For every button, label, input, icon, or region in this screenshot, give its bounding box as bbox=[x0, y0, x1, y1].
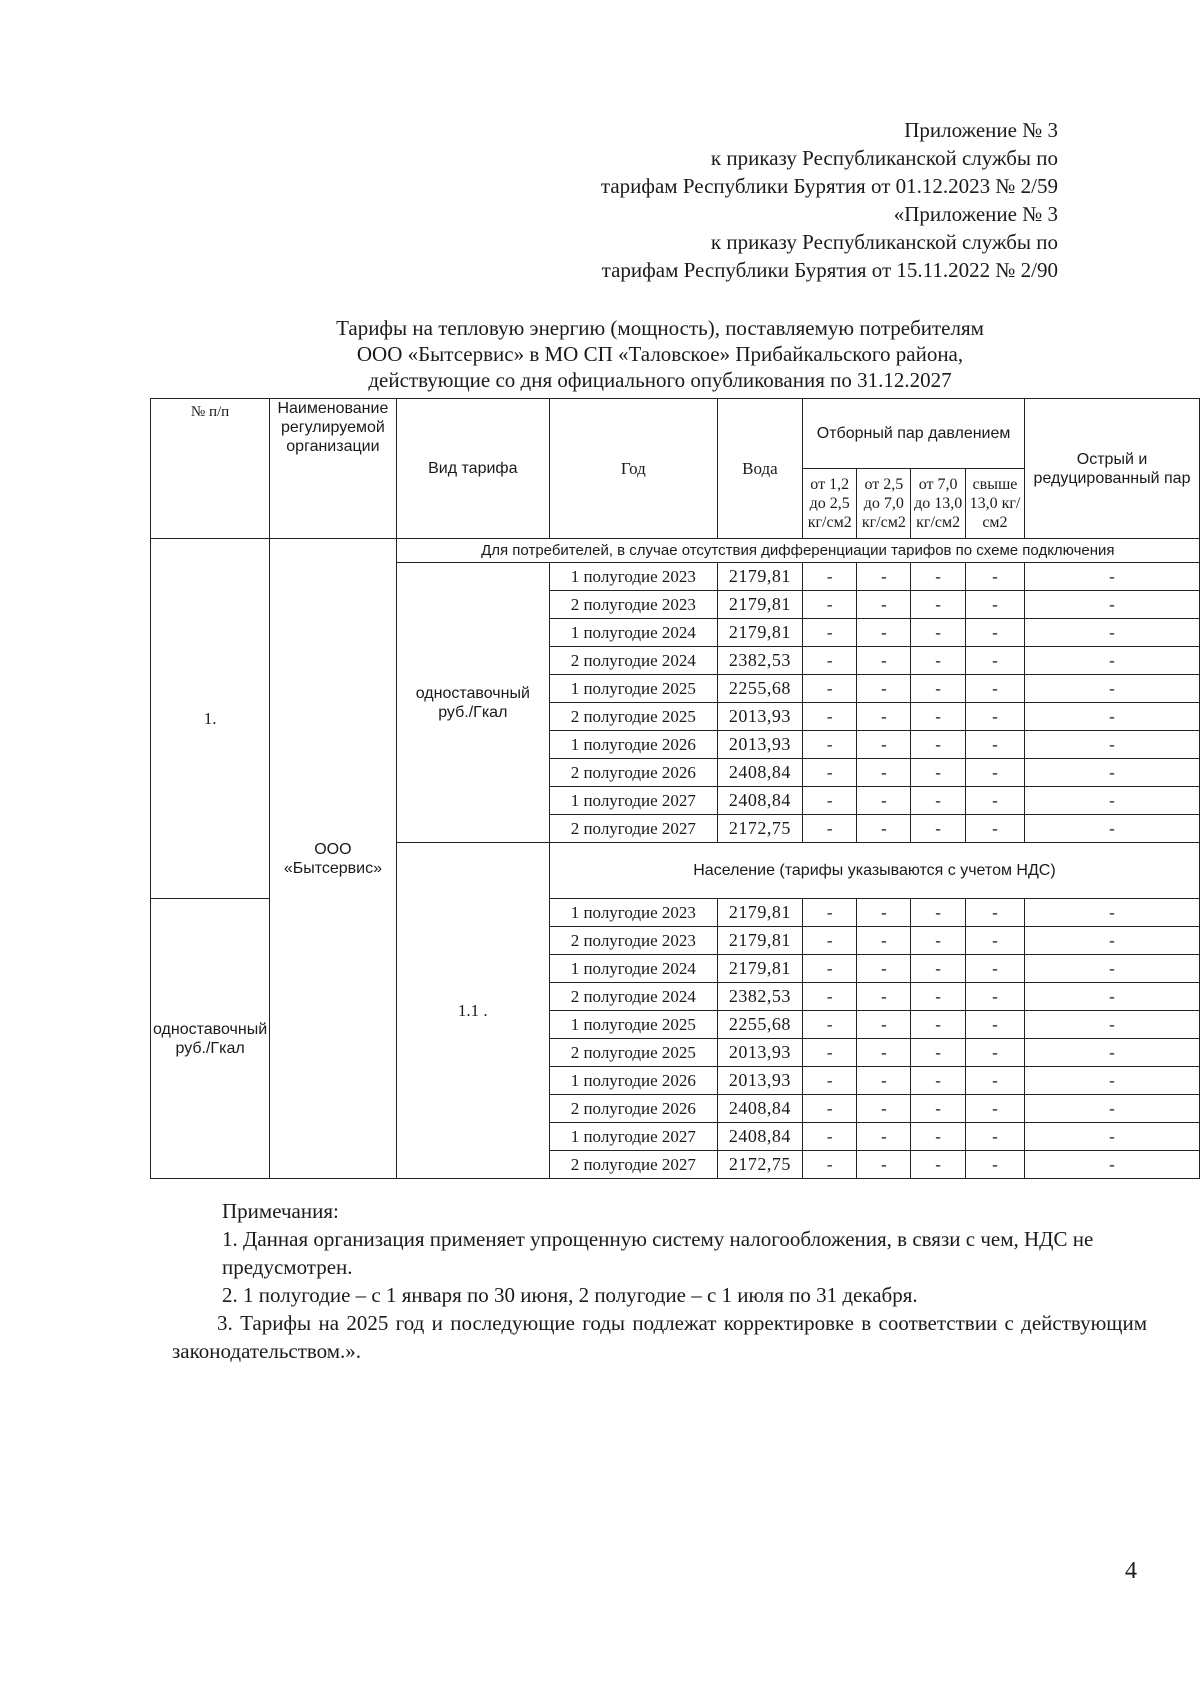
steam-tariff-cell: - bbox=[911, 927, 965, 955]
period-cell: 1 полугодие 2025 bbox=[549, 675, 717, 703]
steam-tariff-cell: - bbox=[1025, 1067, 1200, 1095]
period-cell: 1 полугодие 2024 bbox=[549, 619, 717, 647]
steam-tariff-cell: - bbox=[965, 759, 1024, 787]
header-row bbox=[151, 399, 1200, 469]
steam-tariff-cell: - bbox=[857, 647, 911, 675]
period-cell: 1 полугодие 2024 bbox=[549, 955, 717, 983]
steam-tariff-cell: - bbox=[965, 563, 1024, 591]
period-cell: 2 полугодие 2027 bbox=[549, 815, 717, 843]
steam-tariff-cell: - bbox=[803, 1039, 857, 1067]
steam-tariff-cell: - bbox=[803, 815, 857, 843]
header-sharp-steam: Острый и редуцированный пар bbox=[1025, 399, 1200, 539]
water-tariff-cell: 2179,81 bbox=[717, 955, 802, 983]
steam-tariff-cell: - bbox=[803, 787, 857, 815]
appendix-header bbox=[601, 116, 1058, 284]
steam-tariff-cell: - bbox=[857, 1151, 911, 1179]
tariff-table bbox=[150, 398, 1200, 1179]
header-steam-group: Отборный пар давлением bbox=[803, 399, 1025, 469]
steam-tariff-cell: - bbox=[803, 1151, 857, 1179]
steam-tariff-cell: - bbox=[803, 899, 857, 927]
steam-tariff-cell: - bbox=[803, 759, 857, 787]
steam-tariff-cell: - bbox=[965, 675, 1024, 703]
steam-tariff-cell: - bbox=[803, 927, 857, 955]
header-line: тарифам Республики Бурятия от 01.12.2023 № 2/59 bbox=[600, 174, 1058, 198]
steam-tariff-cell: - bbox=[803, 955, 857, 983]
period-cell: 2 полугодие 2026 bbox=[549, 759, 717, 787]
steam-tariff-cell: - bbox=[911, 1067, 965, 1095]
water-tariff-cell: 2382,53 bbox=[717, 983, 802, 1011]
title-line: ООО «Бытсервис» в МО СП «Таловское» Прибайкальского района, bbox=[356, 342, 964, 366]
steam-tariff-cell: - bbox=[1025, 675, 1200, 703]
steam-tariff-cell: - bbox=[803, 619, 857, 647]
steam-tariff-cell: - bbox=[965, 983, 1024, 1011]
steam-tariff-cell: - bbox=[803, 1011, 857, 1039]
header-water: Вода bbox=[717, 399, 802, 539]
water-tariff-cell: 2255,68 bbox=[717, 1011, 802, 1039]
steam-tariff-cell: - bbox=[911, 1123, 965, 1151]
steam-tariff-cell: - bbox=[857, 787, 911, 815]
steam-tariff-cell: - bbox=[1025, 1039, 1200, 1067]
steam-tariff-cell: - bbox=[911, 983, 965, 1011]
period-cell: 1 полугодие 2025 bbox=[549, 1011, 717, 1039]
steam-tariff-cell: - bbox=[803, 983, 857, 1011]
header-pressure-3: от 7,0 до 13,0 кг/см2 bbox=[911, 469, 965, 539]
steam-tariff-cell: - bbox=[911, 591, 965, 619]
header-line: к приказу Республиканской службы по bbox=[710, 146, 1058, 170]
steam-tariff-cell: - bbox=[965, 1039, 1024, 1067]
steam-tariff-cell: - bbox=[1025, 927, 1200, 955]
period-cell: 2 полугодие 2027 bbox=[549, 1151, 717, 1179]
water-tariff-cell: 2408,84 bbox=[717, 759, 802, 787]
steam-tariff-cell: - bbox=[803, 731, 857, 759]
period-cell: 2 полугодие 2025 bbox=[549, 703, 717, 731]
steam-tariff-cell: - bbox=[965, 703, 1024, 731]
water-tariff-cell: 2013,93 bbox=[717, 731, 802, 759]
section-number: 1. bbox=[151, 539, 270, 899]
steam-tariff-cell: - bbox=[911, 759, 965, 787]
page-number: 4 bbox=[1125, 1558, 1137, 1584]
water-tariff-cell: 2382,53 bbox=[717, 647, 802, 675]
steam-tariff-cell: - bbox=[803, 703, 857, 731]
water-tariff-cell: 2172,75 bbox=[717, 815, 802, 843]
steam-tariff-cell: - bbox=[803, 1067, 857, 1095]
notes-section bbox=[172, 1197, 1147, 1365]
steam-tariff-cell: - bbox=[911, 731, 965, 759]
steam-tariff-cell: - bbox=[857, 1123, 911, 1151]
steam-tariff-cell: - bbox=[965, 787, 1024, 815]
steam-tariff-cell: - bbox=[857, 983, 911, 1011]
steam-tariff-cell: - bbox=[965, 647, 1024, 675]
steam-tariff-cell: - bbox=[965, 815, 1024, 843]
water-tariff-cell: 2179,81 bbox=[717, 563, 802, 591]
steam-tariff-cell: - bbox=[803, 1123, 857, 1151]
header-tariff-type: Вид тарифа bbox=[396, 399, 549, 539]
steam-tariff-cell: - bbox=[857, 1039, 911, 1067]
steam-tariff-cell: - bbox=[857, 703, 911, 731]
section-caption: Для потребителей, в случае отсутствия дифференциации тарифов по схеме подключения bbox=[396, 539, 1199, 563]
steam-tariff-cell: - bbox=[965, 927, 1024, 955]
steam-tariff-cell: - bbox=[911, 815, 965, 843]
period-cell: 2 полугодие 2025 bbox=[549, 1039, 717, 1067]
steam-tariff-cell: - bbox=[857, 563, 911, 591]
steam-tariff-cell: - bbox=[911, 787, 965, 815]
steam-tariff-cell: - bbox=[911, 899, 965, 927]
table-row bbox=[151, 539, 1200, 563]
steam-tariff-cell: - bbox=[911, 563, 965, 591]
steam-tariff-cell: - bbox=[1025, 703, 1200, 731]
document-title bbox=[150, 315, 1170, 393]
steam-tariff-cell: - bbox=[1025, 1151, 1200, 1179]
steam-tariff-cell: - bbox=[1025, 787, 1200, 815]
steam-tariff-cell: - bbox=[965, 591, 1024, 619]
steam-tariff-cell: - bbox=[1025, 899, 1200, 927]
steam-tariff-cell: - bbox=[803, 675, 857, 703]
steam-tariff-cell: - bbox=[857, 591, 911, 619]
steam-tariff-cell: - bbox=[857, 1067, 911, 1095]
period-cell: 1 полугодие 2023 bbox=[549, 899, 717, 927]
water-tariff-cell: 2255,68 bbox=[717, 675, 802, 703]
period-cell: 2 полугодие 2024 bbox=[549, 647, 717, 675]
period-cell: 2 полугодие 2023 bbox=[549, 927, 717, 955]
steam-tariff-cell: - bbox=[911, 1039, 965, 1067]
period-cell: 2 полугодие 2023 bbox=[549, 591, 717, 619]
steam-tariff-cell: - bbox=[1025, 619, 1200, 647]
period-cell: 1 полугодие 2027 bbox=[549, 1123, 717, 1151]
tariff-type: одноставочный руб./Гкал bbox=[396, 563, 549, 843]
title-line: Тарифы на тепловую энергию (мощность), поставляемую потребителям bbox=[336, 316, 984, 340]
notes-heading: Примечания: bbox=[222, 1199, 339, 1223]
tariff-type: одноставочный руб./Гкал bbox=[151, 899, 270, 1179]
steam-tariff-cell: - bbox=[803, 563, 857, 591]
steam-tariff-cell: - bbox=[1025, 955, 1200, 983]
header-number: № п/п bbox=[151, 399, 270, 539]
steam-tariff-cell: - bbox=[1025, 815, 1200, 843]
steam-tariff-cell: - bbox=[857, 1095, 911, 1123]
period-cell: 2 полугодие 2024 bbox=[549, 983, 717, 1011]
steam-tariff-cell: - bbox=[803, 647, 857, 675]
steam-tariff-cell: - bbox=[965, 731, 1024, 759]
header-year: Год bbox=[549, 399, 717, 539]
header-line: тарифам Республики Бурятия от 15.11.2022 № 2/90 bbox=[601, 258, 1058, 282]
water-tariff-cell: 2179,81 bbox=[717, 927, 802, 955]
header-line: Приложение № 3 bbox=[904, 118, 1058, 142]
steam-tariff-cell: - bbox=[1025, 563, 1200, 591]
steam-tariff-cell: - bbox=[965, 1095, 1024, 1123]
steam-tariff-cell: - bbox=[911, 647, 965, 675]
steam-tariff-cell: - bbox=[1025, 1123, 1200, 1151]
steam-tariff-cell: - bbox=[857, 731, 911, 759]
steam-tariff-cell: - bbox=[911, 1151, 965, 1179]
period-cell: 1 полугодие 2026 bbox=[549, 731, 717, 759]
header-pressure-1: от 1,2 до 2,5 кг/см2 bbox=[803, 469, 857, 539]
steam-tariff-cell: - bbox=[1025, 731, 1200, 759]
note-item-2: 2. 1 полугодие – с 1 января по 30 июня, 2 полугодие – с 1 июля по 31 декабря. bbox=[222, 1283, 918, 1307]
steam-tariff-cell: - bbox=[1025, 647, 1200, 675]
water-tariff-cell: 2408,84 bbox=[717, 1123, 802, 1151]
water-tariff-cell: 2408,84 bbox=[717, 787, 802, 815]
header-pressure-4: свыше 13,0 кг/см2 bbox=[965, 469, 1024, 539]
steam-tariff-cell: - bbox=[911, 1095, 965, 1123]
organization-name: ООО «Бытсервис» bbox=[270, 539, 397, 1179]
section-caption: Население (тарифы указываются с учетом НДС) bbox=[549, 843, 1199, 899]
period-cell: 2 полугодие 2026 bbox=[549, 1095, 717, 1123]
note-item-3: 3. Тарифы на 2025 год и последующие годы подлежат корректировке в соответствии с действующим законодательством.». bbox=[172, 1311, 1147, 1363]
water-tariff-cell: 2013,93 bbox=[717, 1039, 802, 1067]
steam-tariff-cell: - bbox=[1025, 591, 1200, 619]
steam-tariff-cell: - bbox=[857, 955, 911, 983]
steam-tariff-cell: - bbox=[965, 955, 1024, 983]
steam-tariff-cell: - bbox=[965, 1011, 1024, 1039]
steam-tariff-cell: - bbox=[857, 619, 911, 647]
period-cell: 1 полугодие 2023 bbox=[549, 563, 717, 591]
steam-tariff-cell: - bbox=[1025, 1011, 1200, 1039]
steam-tariff-cell: - bbox=[1025, 759, 1200, 787]
title-line: действующие со дня официального опубликования по 31.12.2027 bbox=[368, 368, 952, 392]
steam-tariff-cell: - bbox=[911, 619, 965, 647]
steam-tariff-cell: - bbox=[911, 1011, 965, 1039]
steam-tariff-cell: - bbox=[1025, 1095, 1200, 1123]
header-organization: Наименование регулируемой организации bbox=[270, 399, 397, 539]
steam-tariff-cell: - bbox=[857, 675, 911, 703]
steam-tariff-cell: - bbox=[965, 619, 1024, 647]
steam-tariff-cell: - bbox=[857, 1011, 911, 1039]
header-line: «Приложение № 3 bbox=[893, 202, 1058, 226]
period-cell: 1 полугодие 2027 bbox=[549, 787, 717, 815]
period-cell: 1 полугодие 2026 bbox=[549, 1067, 717, 1095]
steam-tariff-cell: - bbox=[965, 899, 1024, 927]
note-item-1: 1. Данная организация применяет упрощенную систему налогообложения, в связи с чем, НДС не предусмотрен. bbox=[222, 1227, 1094, 1279]
water-tariff-cell: 2179,81 bbox=[717, 591, 802, 619]
steam-tariff-cell: - bbox=[857, 759, 911, 787]
water-tariff-cell: 2013,93 bbox=[717, 703, 802, 731]
steam-tariff-cell: - bbox=[965, 1123, 1024, 1151]
steam-tariff-cell: - bbox=[1025, 983, 1200, 1011]
steam-tariff-cell: - bbox=[857, 899, 911, 927]
water-tariff-cell: 2179,81 bbox=[717, 619, 802, 647]
header-pressure-2: от 2,5 до 7,0 кг/см2 bbox=[857, 469, 911, 539]
header-line: к приказу Республиканской службы по bbox=[710, 230, 1058, 254]
water-tariff-cell: 2408,84 bbox=[717, 1095, 802, 1123]
section-number: 1.1 . bbox=[396, 843, 549, 1179]
water-tariff-cell: 2172,75 bbox=[717, 1151, 802, 1179]
steam-tariff-cell: - bbox=[911, 675, 965, 703]
steam-tariff-cell: - bbox=[857, 927, 911, 955]
steam-tariff-cell: - bbox=[965, 1067, 1024, 1095]
steam-tariff-cell: - bbox=[965, 1151, 1024, 1179]
water-tariff-cell: 2013,93 bbox=[717, 1067, 802, 1095]
water-tariff-cell: 2179,81 bbox=[717, 899, 802, 927]
steam-tariff-cell: - bbox=[911, 703, 965, 731]
steam-tariff-cell: - bbox=[803, 1095, 857, 1123]
steam-tariff-cell: - bbox=[803, 591, 857, 619]
steam-tariff-cell: - bbox=[857, 815, 911, 843]
steam-tariff-cell: - bbox=[911, 955, 965, 983]
